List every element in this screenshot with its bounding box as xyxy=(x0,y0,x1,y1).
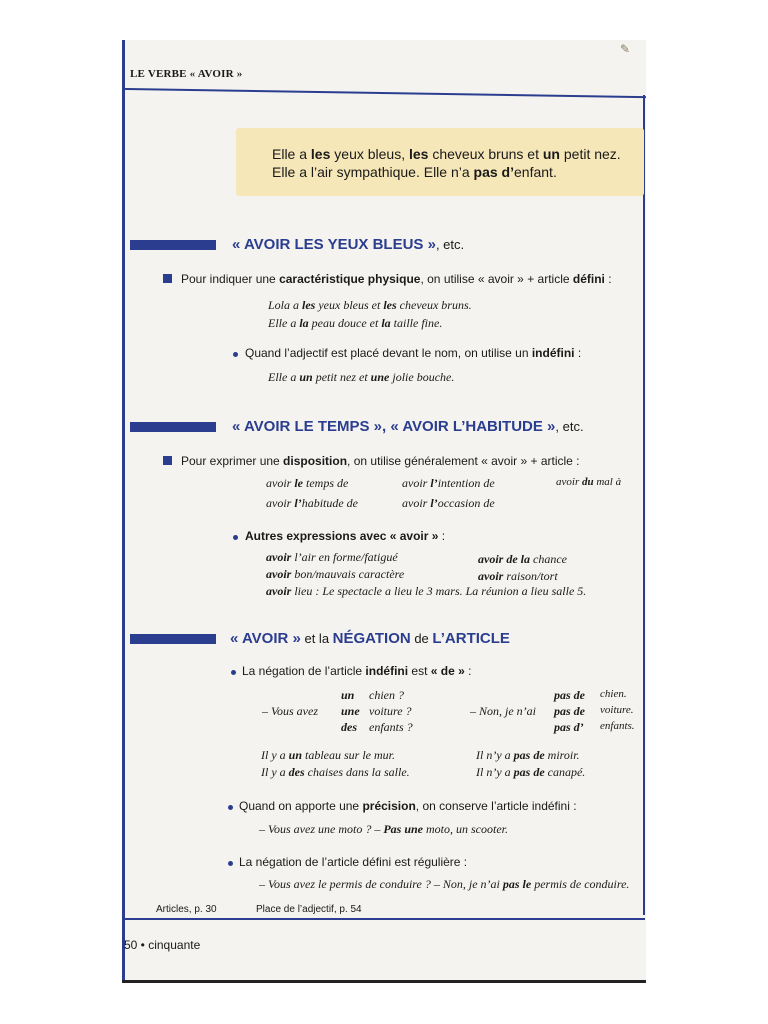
question-noun-2: voiture ? xyxy=(369,704,412,718)
footer-ref-articles[interactable]: Articles, p. 30 xyxy=(156,904,217,915)
answer-negation-3: pas d’ xyxy=(554,720,584,734)
answer-prefix: – Non, je n’ai xyxy=(470,704,536,718)
section-1-example-2: Elle a la peau douce et la taille fine. xyxy=(268,316,443,330)
page-left-edge xyxy=(122,40,125,982)
section-1-rule: Pour indiquer une caractéristique physique, on utilise « avoir » + article défini : xyxy=(181,272,612,286)
question-article-2: une xyxy=(341,704,360,718)
section-1-title: « AVOIR LES YEUX BLEUS », etc. xyxy=(232,236,465,253)
rule-square-icon xyxy=(163,456,172,465)
frame-right-rule xyxy=(643,95,645,915)
answer-noun-1: chien. xyxy=(600,688,627,700)
page-number: 50 • cinquante xyxy=(124,938,201,952)
ilya-left-2: Il y a des chaises dans la salle. xyxy=(261,765,410,779)
section-1-bullet: Quand l’adjectif est placé devant le nom, on utilise un indéfini : xyxy=(245,346,582,360)
expression-left-2: avoir bon/mauvais caractère xyxy=(266,567,405,581)
question-article-3: des xyxy=(341,720,357,734)
disposition-col3-row1: avoir du mal à xyxy=(556,476,622,488)
expression-left-1: avoir l’air en forme/fatigué xyxy=(266,550,398,564)
answer-negation-1: pas de xyxy=(554,688,585,702)
section-3-bullet-2-example: – Vous avez une moto ? – Pas une moto, un scooter. xyxy=(259,822,509,836)
bullet-icon xyxy=(228,805,233,810)
ilya-right-2: Il n’y a pas de canapé. xyxy=(476,765,586,779)
ilya-right-1: Il n’y a pas de miroir. xyxy=(476,748,580,762)
disposition-col2-row2: avoir l’occasion de xyxy=(402,496,495,510)
section-1-example-1: Lola a les yeux bleus et les cheveux bruns. xyxy=(268,298,472,312)
disposition-col1-row1: avoir le temps de xyxy=(266,476,349,490)
disposition-col2-row1: avoir l’intention de xyxy=(402,476,495,490)
section-1-bullet-example: Elle a un petit nez et une jolie bouche. xyxy=(268,370,455,384)
example-box xyxy=(236,128,644,196)
ilya-left-1: Il y a un tableau sur le mur. xyxy=(261,748,396,762)
question-noun-3: enfants ? xyxy=(369,720,413,734)
section-3-bullet-1: La négation de l’article indéfini est « de » : xyxy=(242,664,472,678)
section-2-rule: Pour exprimer une disposition, on utilise généralement « avoir » + article : xyxy=(181,454,580,468)
answer-noun-3: enfants. xyxy=(600,720,635,732)
expression-last: avoir lieu : Le spectacle a lieu le 3 mars. La réunion a lieu salle 5. xyxy=(266,584,587,598)
answer-negation-2: pas de xyxy=(554,704,585,718)
expression-right-2: avoir raison/tort xyxy=(478,569,558,583)
rule-square-icon xyxy=(163,274,172,283)
running-head: LE VERBE « AVOIR » xyxy=(130,68,243,80)
question-article-1: un xyxy=(341,688,355,702)
bullet-icon xyxy=(231,670,236,675)
section-3-bullet-3-example: – Vous avez le permis de conduire ? – Non, je n’ai pas le permis de conduire. xyxy=(259,877,630,891)
bullet-icon xyxy=(233,535,238,540)
question-noun-1: chien ? xyxy=(369,688,404,702)
answer-noun-2: voiture. xyxy=(600,704,634,716)
section-3-bullet-2: Quand on apporte une précision, on conserve l’article indéfini : xyxy=(239,799,577,813)
corner-mark-icon: ✎ xyxy=(620,42,631,56)
section-3-bullet-3: La négation de l’article défini est régulière : xyxy=(239,855,468,869)
example-line-1: Elle a les yeux bleus, les cheveux bruns et un petit nez. xyxy=(272,146,621,162)
bullet-icon xyxy=(233,352,238,357)
question-prefix: – Vous avez xyxy=(262,704,318,718)
section-2-bar xyxy=(130,422,216,432)
section-2-bullet: Autres expressions avec « avoir » : xyxy=(245,529,446,543)
frame-bottom-rule xyxy=(125,918,645,920)
page-bottom-edge xyxy=(122,980,646,983)
section-2-title: « AVOIR LE TEMPS », « AVOIR L’HABITUDE », etc. xyxy=(232,418,584,435)
disposition-col1-row2: avoir l’habitude de xyxy=(266,496,359,510)
example-line-2: Elle a l’air sympathique. Elle n’a pas d’enfant. xyxy=(272,164,557,180)
section-3-bar xyxy=(130,634,216,644)
section-3-title: « AVOIR » et la NÉGATION de L’ARTICLE xyxy=(230,630,510,647)
section-1-bar xyxy=(130,240,216,250)
expression-right-1: avoir de la chance xyxy=(478,552,567,566)
footer-ref-adjectif[interactable]: Place de l’adjectif, p. 54 xyxy=(256,904,362,915)
bullet-icon xyxy=(228,861,233,866)
